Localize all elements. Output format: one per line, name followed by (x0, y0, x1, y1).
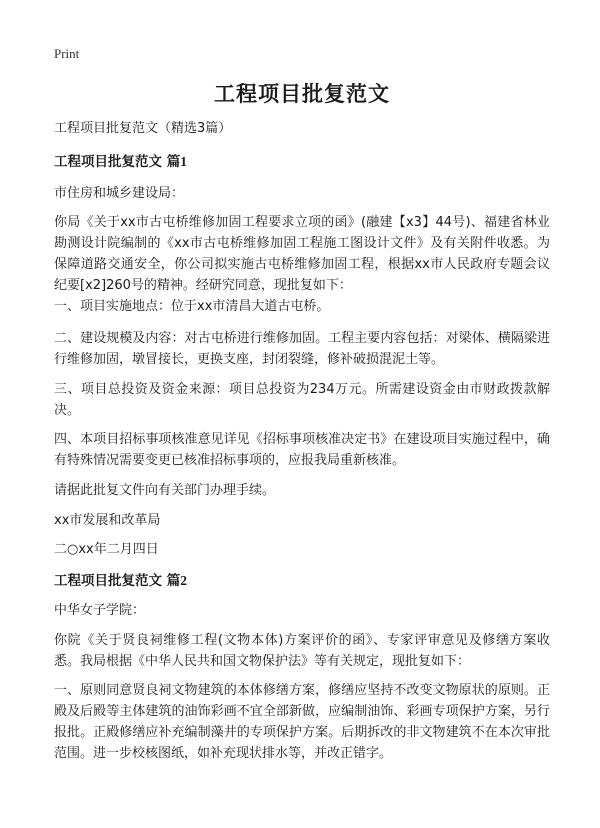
print-link[interactable]: Print (54, 46, 80, 61)
article-1-paragraph-4: 三、项目总投资及资金来源：项目总投资为234万元。所需建设资金由市财政拨款解决。 (54, 382, 550, 418)
article-2-addressee: 中华女子学院： (54, 603, 146, 618)
article-1-paragraph-5: 四、本项目招标事项核准意见详见《招标事项核准决定书》在建设项目实施过程中，确有特殊情况需要变更已核准招标事项的，应报我局重新核准。 (54, 432, 550, 468)
article-1-signer: xx市发展和改革局 (54, 513, 161, 528)
article-1-paragraph-1: 你局《关于xx市古屯桥维修加固工程要求立项的函》(融建【x3】44号)、福建省林业勘测设计院编制的《xx市古屯桥维修加固工程施工图设计文件》及有关附件收悉。为保障道路交通安全，你公司拟实施古屯桥维修加固工程，根据xx市人民政府专题会议纪要[x2]260号的精神。经研究同意，现批复如下： (54, 215, 550, 293)
article-2-heading (54, 570, 550, 592)
document-subtitle: 工程项目批复范文（精选3篇） (54, 121, 232, 136)
article-1-paragraph-3: 二、建设规模及内容：对古屯桥进行维修加固。工程主要内容包括：对梁体、横隔梁进行维修加固，墩冒接长，更换支座，封闭裂缝，修补破损混泥土等。 (54, 331, 550, 367)
article-2-paragraph-1: 你院《关于贤良祠维修工程(文物本体)方案评价的函》、专家评审意见及修缮方案收悉。我局根据《中华人民共和国文物保护法》等有关规定，现批复如下： (54, 633, 550, 669)
document-title: 工程项目批复范文 (214, 82, 390, 106)
article-1-heading-text: 工程项目批复范文 (54, 154, 162, 170)
article-2-heading-number: 篇2 (166, 573, 187, 588)
article-1-heading (54, 151, 550, 173)
article-1-addressee: 市住房和城乡建设局： (54, 186, 185, 201)
article-2-paragraph-2: 一、原则同意贤良祠文物建筑的本体修缮方案，修缮应坚持不改变文物原状的原则。正殿及后殿等主体建筑的油饰彩画不宜全部新做，应编制油饰、彩画专项保护方案，另行报批。正殿修缮应补充编制藻井的专项保护方案。后期拆改的非文物建筑不在本次审批范围。进一步校核图纸，如补充现状排水等，并改正错字。 (54, 683, 550, 761)
article-1-paragraph-6: 请据此批复文件向有关部门办理手续。 (54, 483, 276, 498)
article-1-heading-number: 篇1 (166, 154, 187, 169)
article-1-date: 二○xx年二月四日 (54, 542, 159, 557)
article-1-paragraph-2: 一、项目实施地点：位于xx市清昌大道古屯桥。 (54, 299, 330, 314)
article-2-heading-text: 工程项目批复范文 (54, 573, 162, 589)
